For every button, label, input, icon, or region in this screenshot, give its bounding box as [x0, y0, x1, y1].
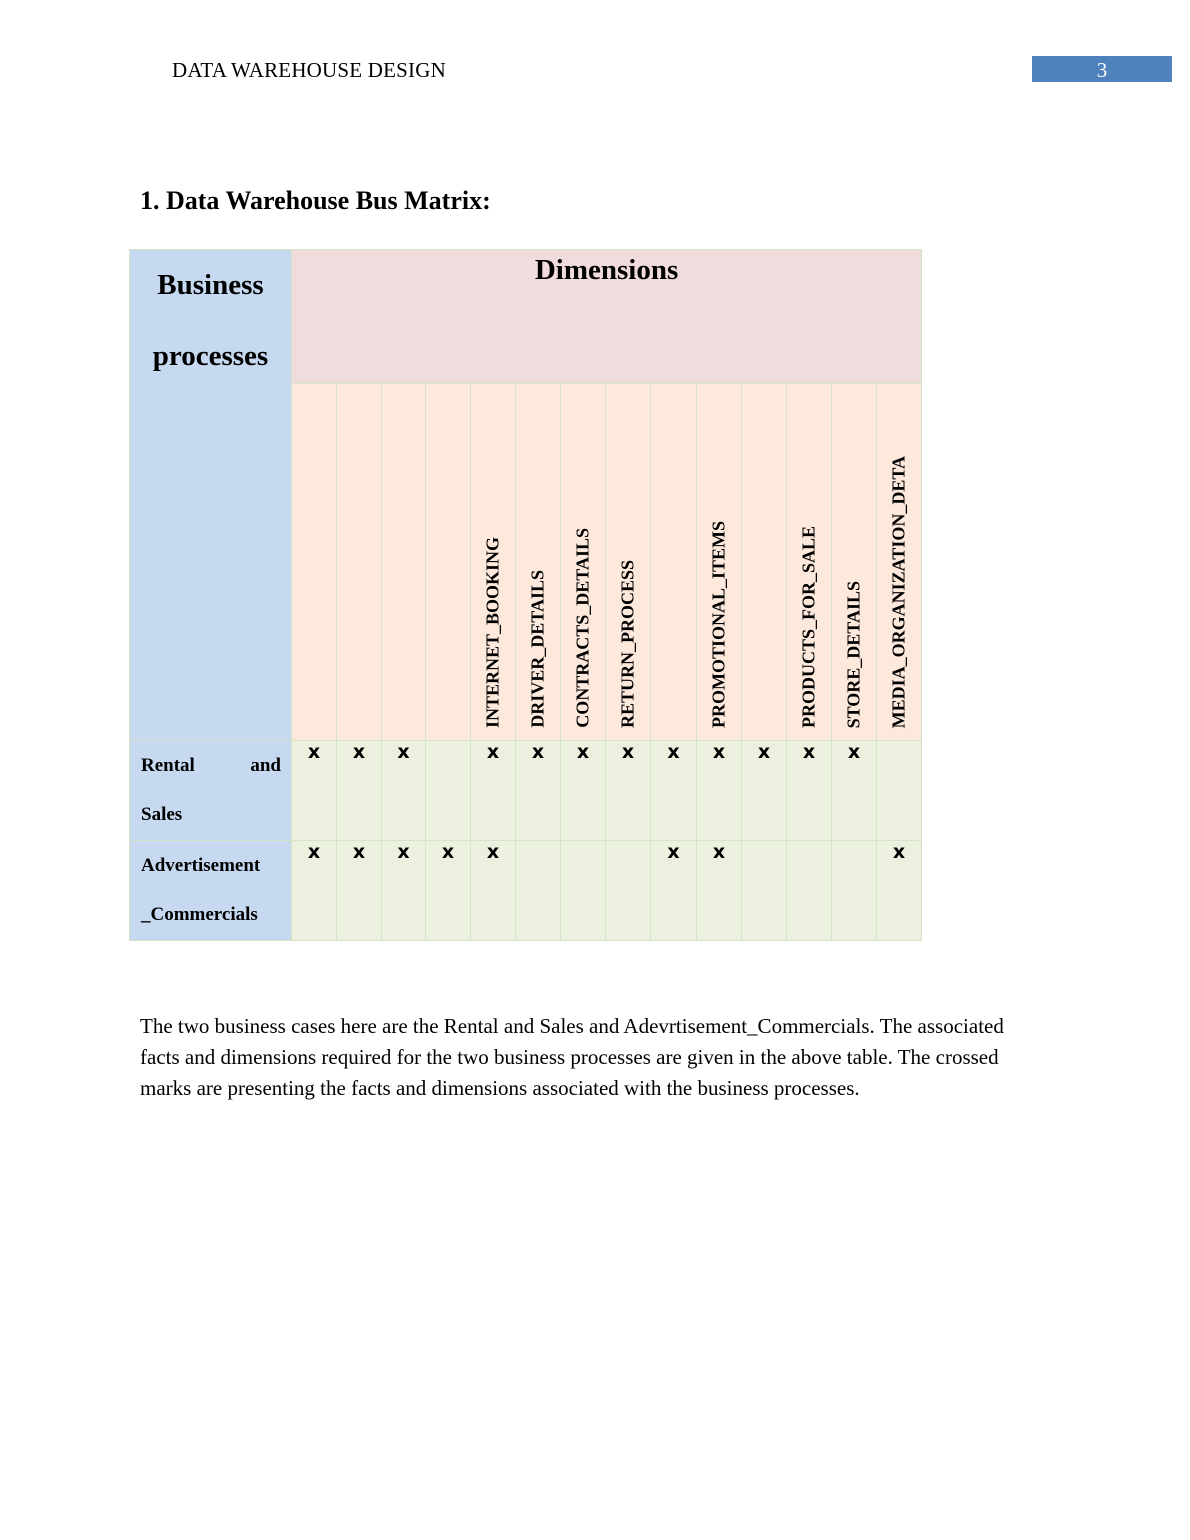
dimensions-header: [292, 250, 922, 384]
body-paragraph: The two business cases here are the Rental and Sales and Adevrtisement_Commercials. The associated facts and dimensions required for the two business processes are given in the above table. The crossed marks are presenting the facts and dimensions associated with the business processes.: [140, 1014, 1004, 1100]
business-processes-header: [130, 250, 292, 741]
cross-mark: x: [621, 741, 635, 763]
business-processes-line1: Business: [157, 269, 264, 301]
cross-mark: x: [712, 741, 726, 763]
matrix-cell: [651, 841, 697, 941]
dimension-label: PRODUCTS_FOR_SALE: [798, 525, 819, 728]
dimension-label: MEDIA_ORGANIZATION_DETA: [888, 455, 909, 728]
cross-mark: x: [307, 741, 321, 763]
cross-mark: x: [712, 841, 726, 863]
matrix-cell: [651, 741, 697, 841]
dimension-label: INTERNET_BOOKING: [482, 536, 503, 728]
matrix-cell: [697, 841, 742, 941]
row-label-rental-sales: [130, 741, 292, 841]
matrix-cell: [561, 841, 606, 941]
matrix-cell: [516, 741, 561, 841]
row-label-advertisement: [130, 841, 292, 941]
matrix-cell: [471, 741, 516, 841]
matrix-cell: [337, 741, 382, 841]
table-row: [130, 741, 922, 841]
table-row: [130, 841, 922, 941]
cross-mark: x: [531, 741, 545, 763]
section-heading: 1. Data Warehouse Bus Matrix:: [140, 186, 491, 215]
matrix-cell: [471, 841, 516, 941]
cross-mark: x: [441, 841, 455, 863]
cross-mark: x: [307, 841, 321, 863]
dimension-col-7: [561, 384, 606, 741]
matrix-cell: [426, 841, 471, 941]
matrix-cell: [382, 841, 426, 941]
dimension-col-10: [697, 384, 742, 741]
cross-mark: x: [667, 741, 680, 763]
dimension-col-12: [787, 384, 832, 741]
cross-mark: x: [397, 841, 410, 863]
cross-mark: x: [397, 741, 410, 763]
dimension-label: CONTRACTS_DETAILS: [572, 528, 593, 728]
row-label-word: Sales: [141, 804, 183, 825]
cross-mark: x: [667, 841, 680, 863]
matrix-cell: [561, 741, 606, 841]
dimension-col-6: [516, 384, 561, 741]
row-label-word: _Commercials: [141, 904, 258, 925]
cross-mark: x: [802, 741, 816, 763]
matrix-cell: [606, 741, 651, 841]
dimension-col-4: [426, 384, 471, 741]
dimension-col-3: [382, 384, 426, 741]
dimension-col-11: [742, 384, 787, 741]
matrix-cell: [742, 741, 787, 841]
row-label-word: Rental: [141, 755, 195, 776]
cross-mark: x: [352, 841, 366, 863]
dimension-col-5: [471, 384, 516, 741]
matrix-cell: [787, 741, 832, 841]
cross-mark: x: [486, 741, 500, 763]
row-label-word: Advertisement: [141, 855, 261, 876]
running-head: DATA WAREHOUSE DESIGN: [172, 58, 446, 82]
matrix-cell: [292, 841, 337, 941]
matrix-cell: [337, 841, 382, 941]
matrix-cell: [516, 841, 561, 941]
cross-mark: x: [892, 841, 906, 863]
matrix-cell: [426, 741, 471, 841]
matrix-cell: [382, 741, 426, 841]
cross-mark: x: [486, 841, 500, 863]
dimension-col-8: [606, 384, 651, 741]
matrix-cell: [697, 741, 742, 841]
dimension-col-13: [832, 384, 877, 741]
cross-mark: x: [352, 741, 366, 763]
bus-matrix-table: [129, 249, 922, 941]
matrix-cell: [742, 841, 787, 941]
page-number: 3: [1032, 56, 1172, 82]
matrix-cell: [787, 841, 832, 941]
dimension-col-14: [877, 384, 922, 741]
matrix-cell: [877, 841, 922, 941]
cross-mark: x: [847, 741, 861, 763]
matrix-cell: [877, 741, 922, 841]
dimension-col-9: [651, 384, 697, 741]
dimension-label: DRIVER_DETAILS: [527, 570, 548, 728]
dimension-col-2: [337, 384, 382, 741]
cross-mark: x: [576, 741, 590, 763]
matrix-cell: [292, 741, 337, 841]
dimension-label: PROMOTIONAL_ITEMS: [708, 520, 729, 728]
matrix-cell: [606, 841, 651, 941]
business-processes-line2: processes: [152, 340, 269, 372]
cross-mark: x: [757, 741, 771, 763]
matrix-cell: [832, 841, 877, 941]
dimensions-title: Dimensions: [534, 254, 679, 286]
dimension-label: RETURN_PROCESS: [617, 559, 638, 728]
row-label-word: and: [250, 755, 281, 776]
dimension-label: STORE_DETAILS: [843, 580, 864, 728]
dimension-col-1: [292, 384, 337, 741]
matrix-header-row: [130, 250, 922, 384]
matrix-cell: [832, 741, 877, 841]
